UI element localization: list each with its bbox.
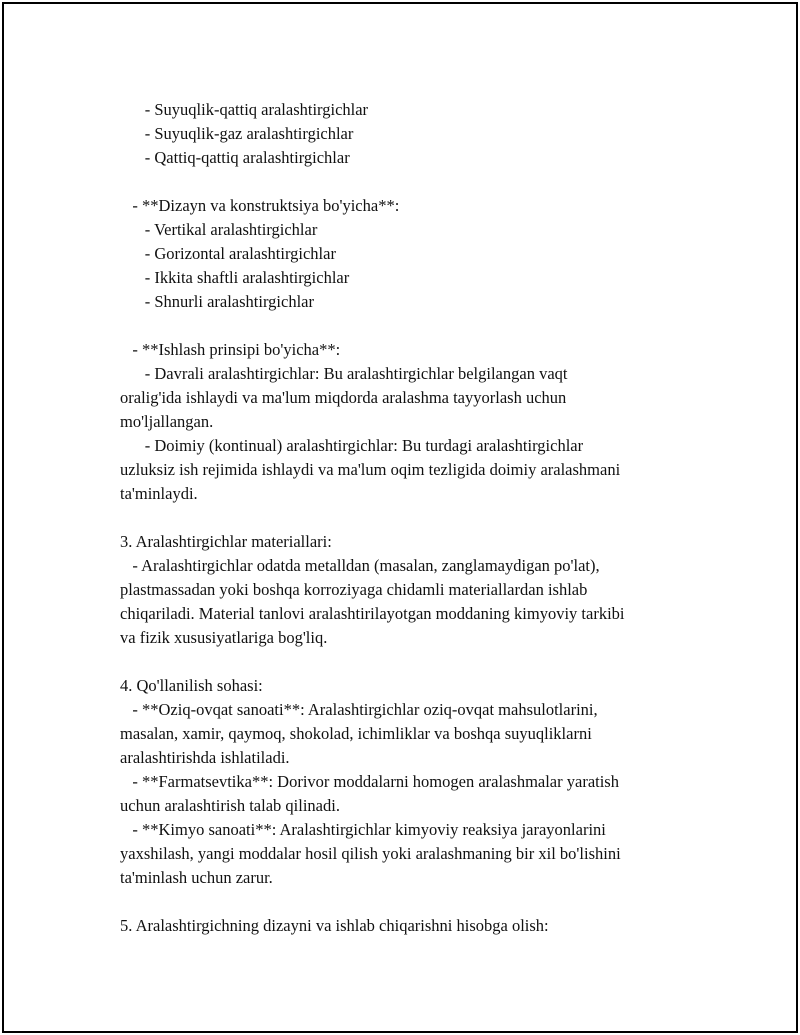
text-line: - **Farmatsevtika**: Dorivor moddalarni homogen aralashmalar yaratish <box>120 772 619 791</box>
text-line: - Vertikal aralashtirgichlar <box>120 220 318 239</box>
document-body <box>120 98 720 938</box>
text-line: - Shnurli aralashtirgichlar <box>120 292 314 311</box>
blank-line <box>120 650 720 674</box>
text-line: - Davrali aralashtirgichlar: Bu aralashtirgichlar belgilangan vaqt <box>120 364 568 383</box>
text-line: - Aralashtirgichlar odatda metalldan (masalan, zanglamaydigan po'lat), <box>120 556 600 575</box>
text-line: uzluksiz ish rejimida ishlaydi va ma'lum oqim tezligida doimiy aralashmani <box>120 460 621 479</box>
blank-line <box>120 170 720 194</box>
numbered-heading: 3. Aralashtirgichlar materiallari: <box>120 532 332 551</box>
text-line: ta'minlaydi. <box>120 484 198 503</box>
numbered-heading: 4. Qo'llanilish sohasi: <box>120 676 263 695</box>
text-line: plastmassadan yoki boshqa korroziyaga chidamli materiallardan ishlab <box>120 580 588 599</box>
text-line: va fizik xususiyatlariga bog'liq. <box>120 628 328 647</box>
section-heading: - **Dizayn va konstruktsiya bo'yicha**: <box>120 196 400 215</box>
text-line: - Ikkita shaftli aralashtirgichlar <box>120 268 350 287</box>
text-line: masalan, xamir, qaymoq, shokolad, ichimliklar va boshqa suyuqliklarni <box>120 724 592 743</box>
text-line: - Gorizontal aralashtirgichlar <box>120 244 336 263</box>
blank-line <box>120 314 720 338</box>
text-line: chiqariladi. Material tanlovi aralashtirilayotgan moddaning kimyoviy tarkibi <box>120 604 625 623</box>
section-heading: - **Ishlash prinsipi bo'yicha**: <box>120 340 341 359</box>
numbered-heading: 5. Aralashtirgichning dizayni va ishlab chiqarishni hisobga olish: <box>120 916 549 935</box>
text-line: - **Oziq-ovqat sanoati**: Aralashtirgichlar oziq-ovqat mahsulotlarini, <box>120 700 598 719</box>
page-frame <box>2 2 798 1033</box>
text-line: uchun aralashtirish talab qilinadi. <box>120 796 340 815</box>
text-line: ta'minlash uchun zarur. <box>120 868 273 887</box>
text-line: - Qattiq-qattiq aralashtirgichlar <box>120 148 350 167</box>
text-line: aralashtirishda ishlatiladi. <box>120 748 290 767</box>
blank-line <box>120 890 720 914</box>
text-line: yaxshilash, yangi moddalar hosil qilish yoki aralashmaning bir xil bo'lishini <box>120 844 621 863</box>
text-line: oralig'ida ishlaydi va ma'lum miqdorda aralashma tayyorlash uchun <box>120 388 567 407</box>
text-line: - Doimiy (kontinual) aralashtirgichlar: Bu turdagi aralashtirgichlar <box>120 436 584 455</box>
text-line: - **Kimyo sanoati**: Aralashtirgichlar kimyoviy reaksiya jarayonlarini <box>120 820 606 839</box>
text-line: mo'ljallangan. <box>120 412 214 431</box>
text-line: - Suyuqlik-qattiq aralashtirgichlar <box>120 100 369 119</box>
blank-line <box>120 506 720 530</box>
text-line: - Suyuqlik-gaz aralashtirgichlar <box>120 124 354 143</box>
